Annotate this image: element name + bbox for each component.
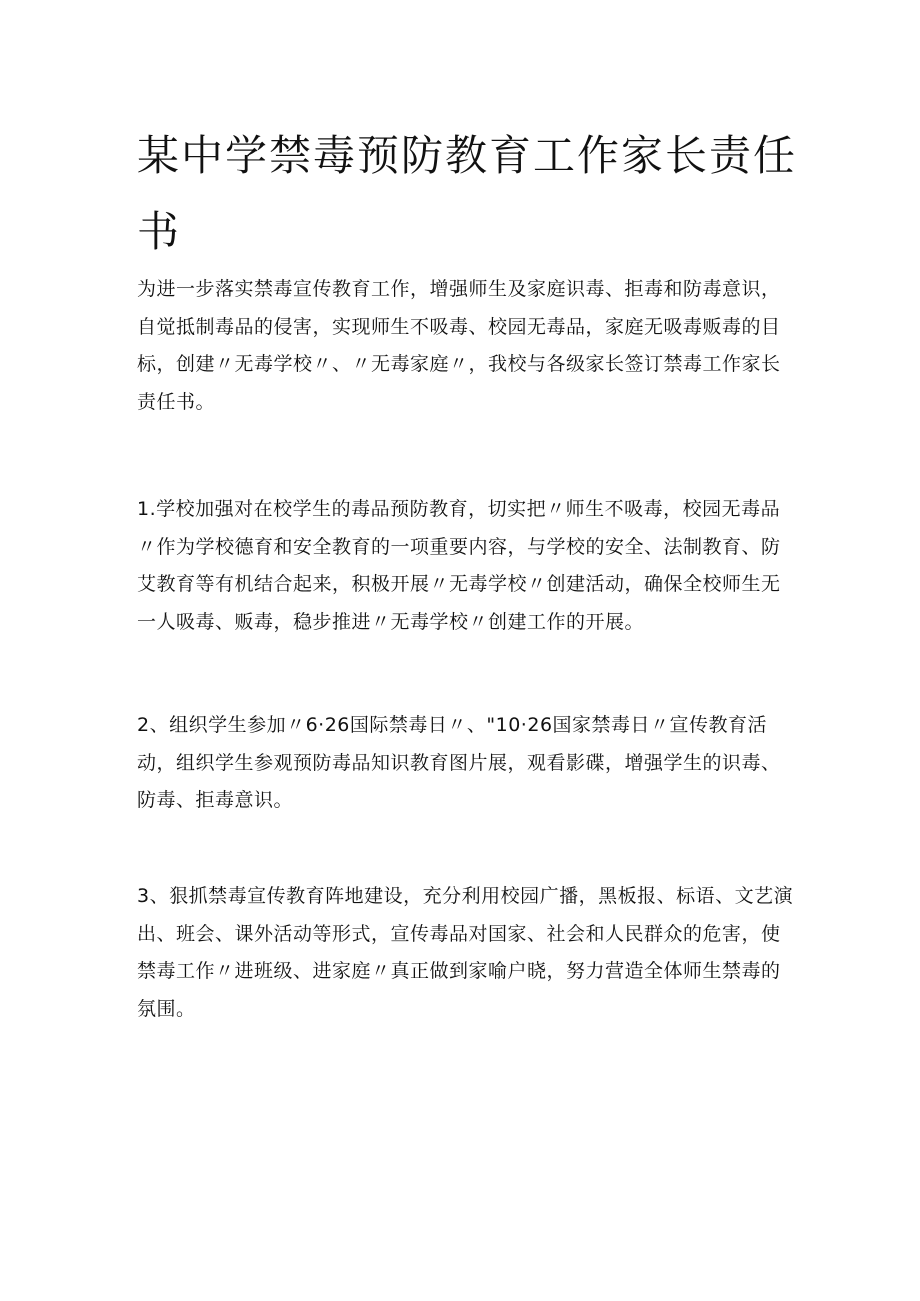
intro-paragraph: 为进一步落实禁毒宣传教育工作，增强师生及家庭识毒、拒毒和防毒意识，自觉抵制毒品的侵害，实现师生不吸毒、校园无毒品，家庭无吸毒贩毒的目标，创建〃无毒学校〃、〃无毒家庭〃，我校与各级家长签订禁毒工作家长责任书。 <box>137 278 781 413</box>
item-2-paragraph: 2、组织学生参加〃6·26国际禁毒日〃、"10·26国家禁毒日〃宣传教育活动，组织学生参观预防毒品知识教育图片展，观看影碟，增强学生的识毒、防毒、拒毒意识。 <box>137 714 781 811</box>
item-1-paragraph: 1.学校加强对在校学生的毒品预防教育，切实把〃师生不吸毒，校园无毒品〃作为学校德育和安全教育的一项重要内容，与学校的安全、法制教育、防艾教育等有机结合起来，积极开展〃无毒学校〃创建活动，确保全校师生无一人吸毒、贩毒，稳步推进〃无毒学校〃创建工作的开展。 <box>137 498 781 633</box>
item-3-paragraph: 3、狠抓禁毒宣传教育阵地建设，充分利用校园广播，黑板报、标语、文艺演出、班会、课外活动等形式，宣传毒品对国家、社会和人民群众的危害，使禁毒工作〃进班级、进家庭〃真正做到家喻户晓，努力营造全体师生禁毒的氛围。 <box>137 885 794 1020</box>
document-title: 某中学禁毒预防教育工作家长责任书 <box>137 131 798 256</box>
